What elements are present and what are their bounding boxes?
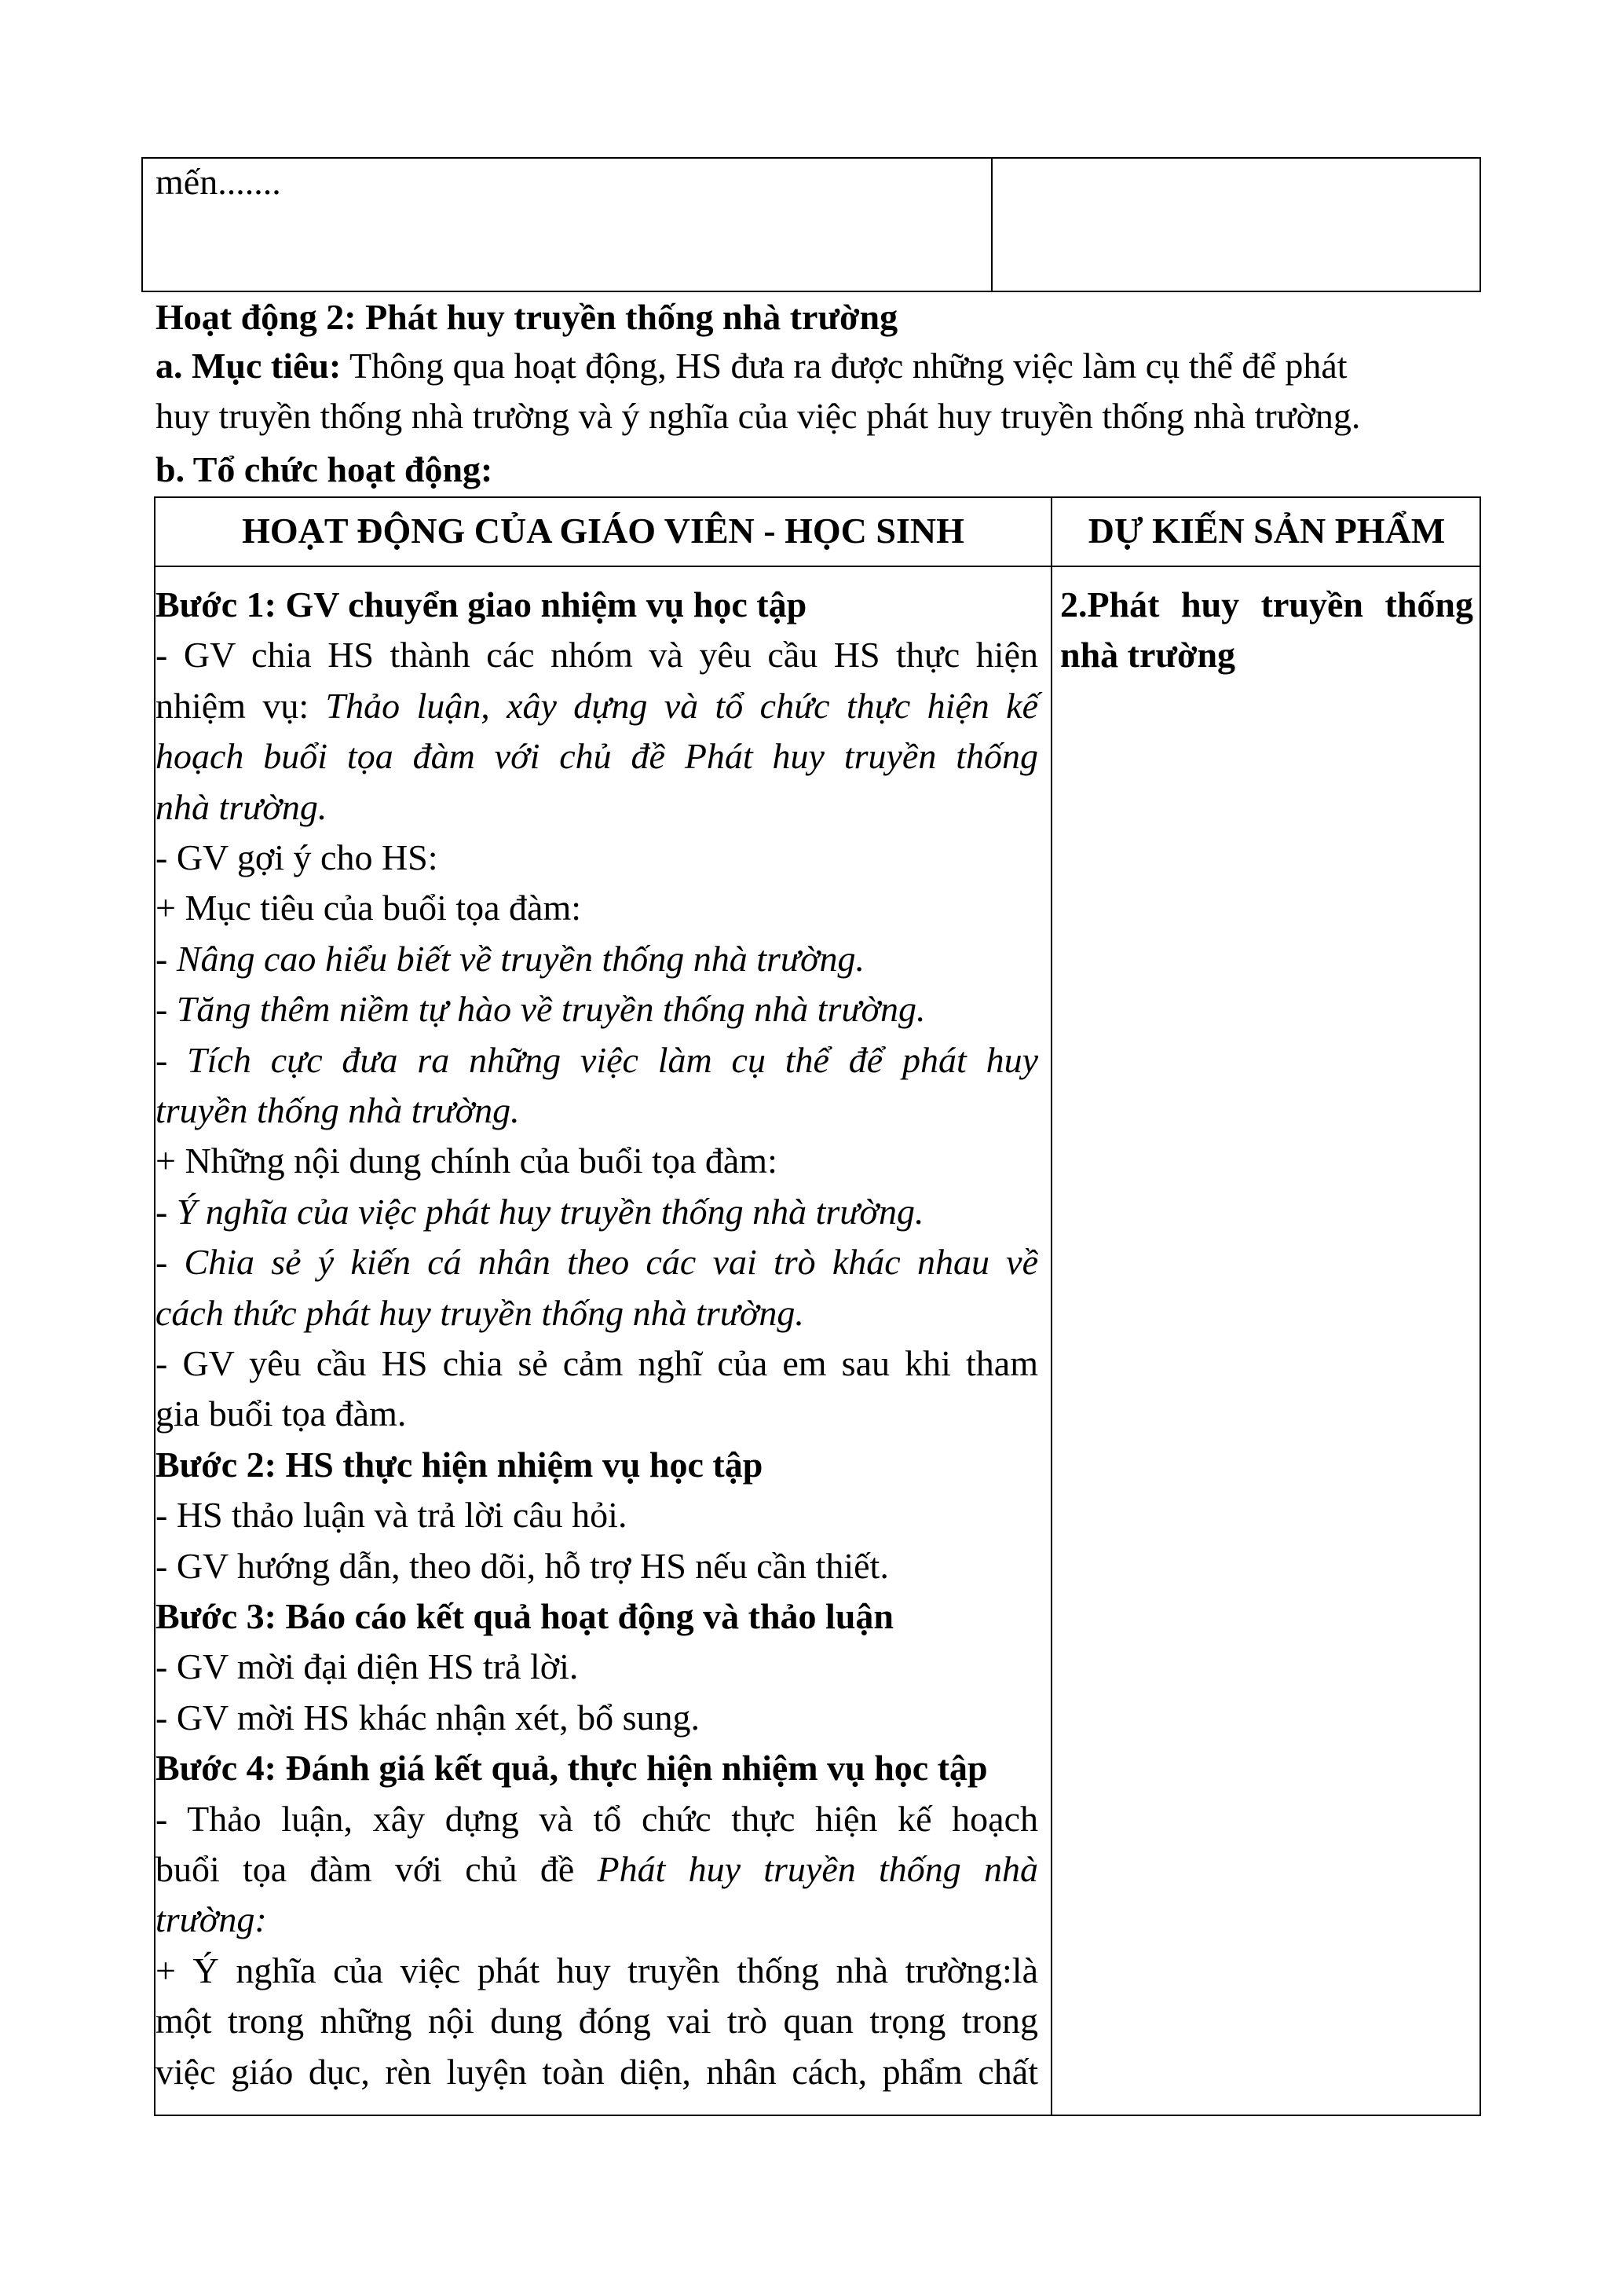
table-line: + Những nội dung chính của buổi tọa đàm:	[155, 1141, 777, 1181]
table-line: - Tích cực đưa ra những việc làm cụ thể để phát huy	[155, 1040, 1038, 1080]
table-line: + Mục tiêu của buổi tọa đàm:	[155, 888, 582, 928]
top-table-left-text: mến.......	[155, 162, 281, 202]
table-line: truyền thống nhà trường.	[155, 1090, 520, 1130]
table-line: - GV mời HS khác nhận xét, bổ sung.	[155, 1697, 700, 1738]
objective-line-2: huy truyền thống nhà trường và ý nghĩa của việc phát huy truyền thống nhà trường.	[155, 396, 1361, 436]
table-line: - Ý nghĩa của việc phát huy truyền thống nhà trường.	[155, 1192, 924, 1232]
table-line-italic-part: Phát huy truyền thống nhà	[597, 1849, 1038, 1889]
table-line: Bước 1: GV chuyển giao nhiệm vụ học tập	[155, 584, 807, 624]
table-line: cách thức phát huy truyền thống nhà trường.	[155, 1293, 804, 1333]
table-line: - GV gợi ý cho HS:	[155, 837, 438, 877]
col2-header: DỰ KIẾN SẢN PHẨM	[1088, 511, 1446, 551]
table-line: + Ý nghĩa của việc phát huy truyền thống nhà trường:là	[155, 1950, 1038, 1990]
table-line: nhà trường.	[155, 787, 327, 827]
table-line: gia buổi tọa đàm.	[155, 1393, 407, 1434]
table-line: - GV hướng dẫn, theo dõi, hỗ trợ HS nếu cần thiết.	[155, 1546, 889, 1586]
table-line: Bước 2: HS thực hiện nhiệm vụ học tập	[155, 1445, 763, 1485]
table-line-normal-part: buổi tọa đàm với chủ đề	[155, 1849, 598, 1889]
objective-text-1: Thông qua hoạt động, HS đưa ra được những việc làm cụ thể để phát	[341, 346, 1348, 386]
product-line-1: 2.Phát huy truyền thống	[1060, 584, 1473, 624]
table-line: - GV chia HS thành các nhóm và yêu cầu HS thực hiện	[155, 635, 1038, 675]
table-line: Bước 4: Đánh giá kết quả, thực hiện nhiệm vụ học tập	[155, 1748, 988, 1788]
table-line: - Thảo luận, xây dựng và tổ chức thực hiện kế hoạch	[155, 1799, 1038, 1839]
table-line	[155, 681, 1038, 731]
table-line: - Chia sẻ ý kiến cá nhân theo các vai trò khác nhau về	[155, 1242, 1038, 1282]
objective-label: a. Mục tiêu:	[155, 346, 342, 386]
organization-label: b. Tổ chức hoạt động:	[155, 449, 493, 489]
table-line-italic-part: Thảo luận, xây dựng và tổ chức thực hiện kế	[325, 686, 1038, 726]
table-line: một trong những nội dung đóng vai trò quan trọng trong	[155, 2001, 1038, 2041]
table-line-normal-part: nhiệm vụ:	[155, 686, 326, 726]
table-line: - HS thảo luận và trả lời câu hỏi.	[155, 1495, 627, 1535]
table-column-divider	[1051, 496, 1052, 2116]
product-line-2: nhà trường	[1060, 635, 1236, 675]
activity-heading: Hoạt động 2: Phát huy truyền thống nhà trường	[155, 297, 898, 337]
table-line	[155, 1844, 1038, 1895]
objective-line-1	[155, 341, 1348, 391]
table-line: việc giáo dục, rèn luyện toàn diện, nhân cách, phẩm chất	[155, 2052, 1038, 2092]
table-line: - Tăng thêm niềm tự hào về truyền thống nhà trường.	[155, 989, 926, 1029]
table-line: - GV mời đại diện HS trả lời.	[155, 1646, 579, 1686]
top-table	[141, 157, 1481, 292]
table-line: - GV yêu cầu HS chia sẻ cảm nghĩ của em sau khi tham	[155, 1343, 1038, 1383]
table-line: - Nâng cao hiểu biết về truyền thống nhà trường.	[155, 939, 865, 979]
col1-header: HOẠT ĐỘNG CỦA GIÁO VIÊN - HỌC SINH	[242, 511, 964, 551]
table-header-separator	[154, 566, 1481, 567]
table-line: hoạch buổi tọa đàm với chủ đề Phát huy truyền thống	[155, 736, 1038, 776]
top-table-divider	[991, 157, 993, 292]
table-line: Bước 3: Báo cáo kết quả hoạt động và thảo luận	[155, 1596, 894, 1636]
table-line: trường:	[155, 1899, 267, 1939]
